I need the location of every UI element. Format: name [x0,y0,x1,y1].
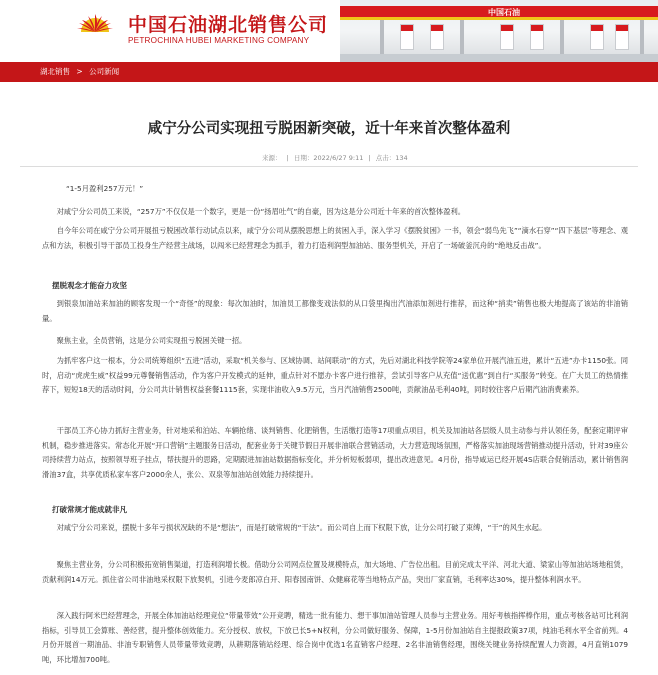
article-title: 咸宁分公司实现扭亏脱困新突破，近十年来首次整体盈利 [147,121,511,137]
breadcrumb-link-hubei-sales[interactable]: 湖北销售 [40,67,70,76]
meta-separator: | [286,154,289,162]
section-heading: 摆脱观念才能奋力攻坚 [52,281,127,290]
fuel-pump [400,24,414,50]
meta-views: 点击：134 [375,154,408,162]
meta-date: 日期：2022/6/27 9:11 [293,154,364,162]
breadcrumb-bar [0,62,658,82]
breadcrumb-link-company-news[interactable]: 公司新闻 [89,67,120,76]
fuel-pump [500,24,514,50]
fuel-pump [430,24,444,50]
company-name-en: PETROCHINA HUBEI MARKETING COMPANY [128,36,310,45]
fuel-pump [530,24,544,50]
petrochina-logo-icon[interactable] [70,8,120,46]
gas-station-banner-image [340,0,658,62]
canopy-pillar [460,20,464,54]
article-paragraph: 干部员工齐心协力抓好主营业务，针对地采和泊站、车辆抢绪、谈判销售、化肥销售，生活缴打造等17项重点项目，机关及加油站各层级人员主动参与并认领任务，配套定期评审机制，稳步推进落实。常态化开展“开口营销”主题服务日活动，配套业务于关键节假日开展非油联合营销活动，大力营造现场氛围，严格落实加油现场营销推动提升活动，针对39座公司持续营力站点，按照领导班子挂点，帮扶提升的思路，定期跟进加油站数据指标变化，并分析短板弱项，提出改进意见。4月份，指导咸运已经开展4S店联合促销活动，累计销售润滑油37盒，共享优质私家车客户2000余人，张公、双泉等加油站创效能力持续提升。 [42,426,628,480]
breadcrumb [40,66,123,77]
fuel-pump [590,24,604,50]
breadcrumb-separator: > [76,67,83,76]
fuel-pump [615,24,629,50]
section-heading: 打破常规才能成就非凡 [52,505,127,514]
canopy-pillar [560,20,564,54]
article-paragraph: 对咸宁分公司来说，摆脱十多年亏损状况缺的不是“想法”，而是打破常规的“干法”。而公司自上而下权限下放，让分公司打破了束缚，“干”的风生水起。 [56,523,547,532]
meta-separator: | [368,154,371,162]
article-meta [262,153,411,162]
article-paragraph: 自今年公司在咸宁分公司开展扭亏脱困改革行动试点以来，咸宁分公司从摆脱思想上的贫困入手，深入学习《摆脱贫困》一书，领会“弱鸟先飞”“滴水石穿”“四下基层”等理念、观点和方法，积极引导干部员工投身生产经营主战场，以闯米已经营理念为抓手，着力打造利润型加油站、服务型机关，开启了一场破釜沉舟的“绝地反击战”。 [42,226,628,250]
banner-sign-text: 中国石油 [488,8,520,17]
company-name-cn: 中国石油湖北销售公司 [128,14,329,36]
article-paragraph: 聚焦主营业务，分公司积极拓宽销售渠道，打造利润增长极。借助分公司网点位置及规模特点，加大场地、广告位出租。目前完成太平洋、河北大道、梁家山等加油站场地租赁，贡献利润14万元。抓住省公司非油地采权限下放契机，引进今麦郎凉白开、阳春园南饼、众健麻花等当地特点产品，突出厂家直销，毛利率达30%，提升整体利润水平。 [42,560,628,584]
station-ground [340,54,658,62]
canopy-pillar [380,20,384,54]
meta-source: 来源： [262,154,282,162]
article-paragraph: 深入践行阿米巴经营理念，开展全体加油站经理竞位“带量带效”公开竞聘，精选一批有能力、想干事加油站管理人员参与主营业务。用好考核指挥棒作用，重点考核各站可比利润指标，引导员工会算账、善经营，提升整体创效能力。充分授权、放权，下放已长5+N权利，分公司做好服务、保障，1-5月份加油站自主提报政策37项，纯油毛利水平全省前列。4月份开展首一期油品、非油专职销售人员带量带效竞聘，从耕期落销站经理、综合岗中优选1名直销客户经理、2名非油销售经理，围绕关键业务持续配置人力资源，4月直销1079吨，环比增加700吨。 [42,611,628,665]
article-paragraph: 为抓牢客户这一根本，分公司统筹组织“五进”活动，采取“机关参与、区域协调、站间联动”的方式，先后对湖北科技学院等24家单位开展汽油五进，累计“五进”办卡1150张。同时，启动“虎虎生威”权益99元尊餐销售活动，作为客户开发模式的延伸，重点针对不愿办卡客户进行推荐，尝试引导客户从充值“送优惠”到自行“买服务”转变。在广大员工的热情推荐下，短短18天的活动时间，分公司共计销售权益套餐1115套，实现非油收入9.5万元，当月汽油销售2500吨，贡献油品毛利40吨，同时较往客户后期汽油消费素养。 [42,356,628,395]
canopy-pillar [640,20,644,54]
site-header [0,0,658,62]
article-paragraph: 聚焦主业，全员营销，这是分公司实现扭亏脱困关键一招。 [56,336,247,345]
article-paragraph: 对咸宁分公司员工来说，“257万”不仅仅是一个数字，更是一份“扬眉吐气”的自豪，因为这是分公司近十年来的首次整体盈利。 [56,207,466,216]
article-paragraph: “1-5月盈利257万元！” [66,184,144,193]
title-divider [20,166,638,167]
article-paragraph: 到银泉加油站来加油的顾客发现一个“奇怪”的现象：每次加油时，加油员工都像变戏法似的从口袋里掏出汽油添加剂进行推荐，而这种“捎卖”销售也极大地提高了该站的非油销量。 [42,299,628,323]
